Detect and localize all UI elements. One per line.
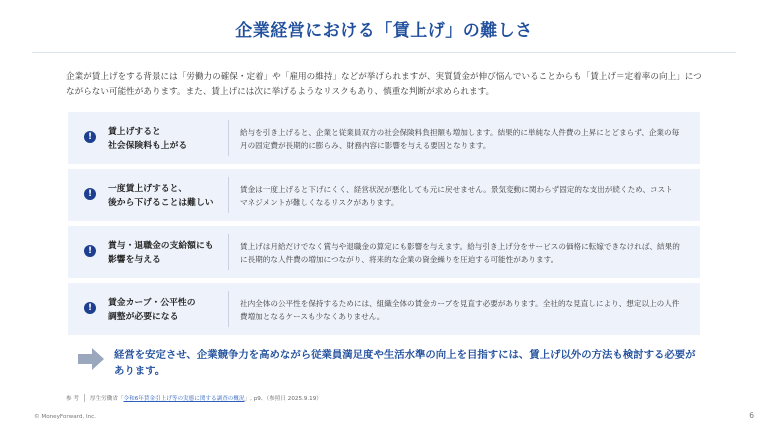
reference-suffix: 」, p9、（参照日 2025.9.19） [244, 396, 322, 402]
reference-source [90, 394, 322, 402]
copyright: © MoneyForward, Inc. [34, 414, 97, 420]
reference-label: 参 考 [66, 396, 79, 402]
row-divider [228, 120, 229, 156]
exclamation-icon: ! [84, 245, 96, 257]
risk-heading [108, 296, 232, 324]
risk-heading-line: 影響を与える [108, 255, 161, 265]
reference-prefix: 厚生労働省「 [89, 396, 124, 402]
risk-description: 社内全体の公平性を保持するためには、組織全体の賃金カーブを見直す必要があります。全社的な見直しにより、想定以上の人件費増加となるケースも少なくありません。 [240, 299, 680, 321]
risk-description: 賃金は一度上げると下げにくく、経営状況が悪化しても元に戻せません。景気変動に関わらず固定的な支出が続くため、コストマネジメントが難しくなるリスクがあります。 [240, 185, 673, 207]
risk-description: 賃上げは月給だけでなく賞与や退職金の算定にも影響を与えます。給与引き上げ分をサービスの価格に転嫁できなければ、結果的に長期的な人件費の増加につながり、将来的な企業の資金繰りを圧迫する可能性があります。 [240, 242, 680, 264]
conclusion-text: 経営を安定させ、企業競争力を高めながら従業員満足度や生活水準の向上を目指すには、賃上げ以外の方法も検討する必要があります。 [114, 349, 696, 377]
page-title: 企業経営における「賃上げ」の難しさ [235, 21, 533, 41]
reference-separator [84, 394, 85, 402]
risk-row [68, 112, 700, 164]
risk-heading [108, 182, 232, 210]
risk-heading-line: 一度賃上げすると、 [108, 184, 188, 194]
row-divider [228, 291, 229, 327]
risk-row [68, 169, 700, 221]
risk-heading [108, 125, 232, 153]
intro-paragraph: 企業が賃上げをする背景には「労働力の確保・定着」や「雇用の維持」などが挙げられますが、実質賃金が伸び悩んでいることからも「賃上げ＝定着率の向上」につながらない可能性があります。また、賃上げには次に挙げるようなリスクもあり、慎重な判断が求められます。 [66, 72, 702, 97]
reference-link[interactable]: 令和6年賃金引上げ等の実態に関する調査の概況 [123, 396, 245, 402]
row-divider [228, 234, 229, 270]
title-divider [32, 52, 736, 53]
risk-heading [108, 239, 232, 267]
risk-heading-line: 賞与・退職金の支給額にも [108, 241, 214, 251]
risk-row [68, 283, 700, 335]
exclamation-icon: ! [84, 188, 96, 200]
risk-heading-line: 社会保険料も上がる [108, 141, 188, 151]
risk-heading-line: 後から下げることは難しい [108, 198, 214, 208]
risk-heading-line: 賃上げすると [108, 127, 161, 137]
row-divider [228, 177, 229, 213]
risk-heading-line: 賃金カーブ・公平性の [108, 298, 196, 308]
risk-heading-line: 調整が必要になる [108, 312, 179, 322]
page-number: 6 [749, 411, 754, 420]
risk-row [68, 226, 700, 278]
reference [66, 394, 322, 402]
risk-list [68, 112, 700, 340]
exclamation-icon: ! [84, 131, 96, 143]
exclamation-icon: ! [84, 302, 96, 314]
arrow-right-icon [78, 348, 104, 370]
risk-description: 給与を引き上げると、企業と従業員双方の社会保険料負担額も増加します。結果的に単純な人件費の上昇にとどまらず、企業の毎月の固定費が長期的に膨らみ、財務内容に影響を与える要因となります。 [240, 128, 680, 150]
